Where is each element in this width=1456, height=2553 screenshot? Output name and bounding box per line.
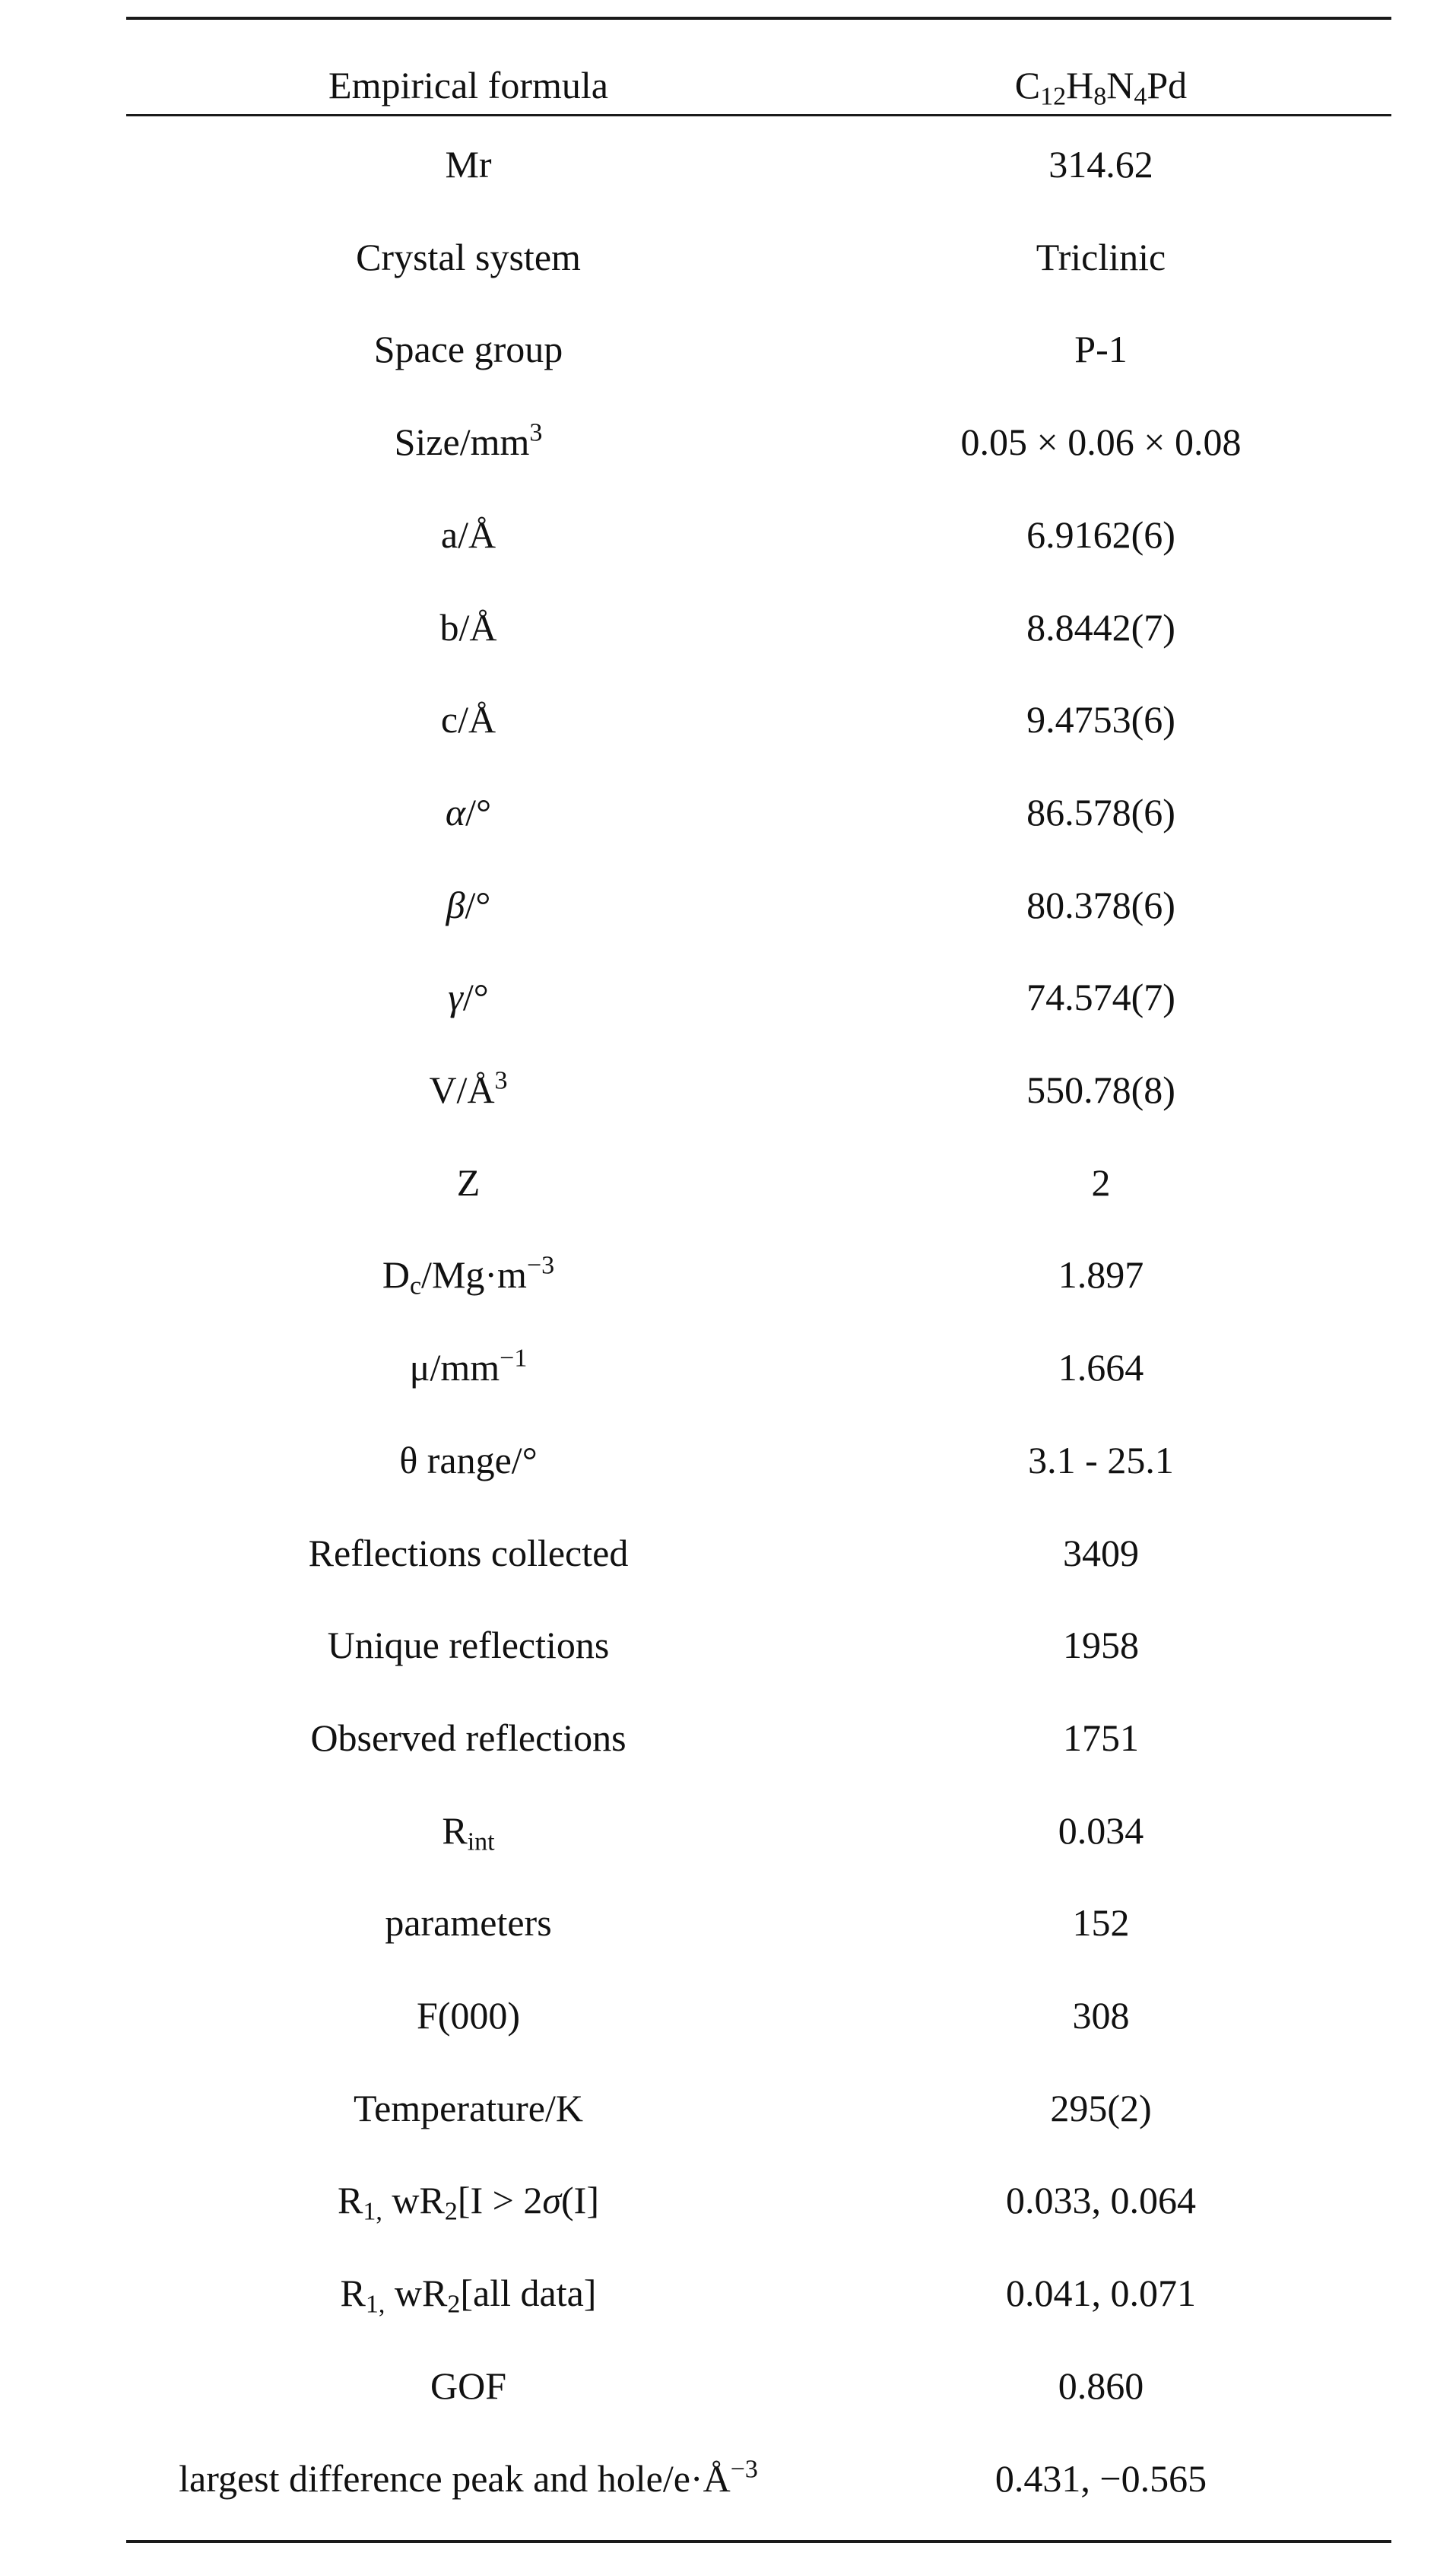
row-value: 314.62 [1048, 143, 1153, 186]
top-rule [126, 17, 1391, 20]
row-value: 9.4753(6) [1026, 698, 1175, 741]
table-row [126, 1783, 1391, 1878]
header-label: Empirical formula [328, 64, 608, 106]
row-label: Observed reflections [310, 1716, 626, 1759]
header-rule [126, 114, 1391, 116]
table-row [126, 2339, 1391, 2433]
row-label: γ/° [448, 976, 489, 1019]
table-row [126, 950, 1391, 1044]
row-label: Size/$mm^3$ [394, 418, 543, 464]
header-value: $C_{12}H_8N_4Pd$ [1014, 64, 1188, 111]
row-label: β/° [446, 883, 491, 926]
row-label: GOF [430, 2364, 507, 2407]
row-value: 86.578(6) [1026, 790, 1175, 834]
row-label: Z [456, 1161, 481, 1204]
bottom-rule [126, 2540, 1391, 2543]
row-label: $R_{1,}$ $wR_2[I > 2\sigma(I]$ [338, 2179, 599, 2226]
row-label: Space group [373, 328, 563, 371]
table-row [126, 1413, 1391, 1507]
row-label: $V/Å^3$ [429, 1066, 508, 1111]
row-label: c/Å [440, 698, 496, 741]
row-value: 550.78(8) [1026, 1069, 1175, 1111]
table-row [126, 1691, 1391, 1785]
row-value: P-1 [1074, 328, 1128, 371]
row-value: 3.1 - 25.1 [1028, 1438, 1174, 1481]
row-value: 6.9162(6) [1026, 513, 1175, 556]
row-label: parameters [385, 1901, 552, 1945]
row-value: 0.431, −0.565 [994, 2456, 1207, 2500]
table-row [126, 1135, 1391, 1230]
table-row [126, 1875, 1391, 1970]
row-value: 0.033, 0.064 [1006, 2179, 1196, 2222]
row-label: $D_c/Mg\cdot m^{-3}$ [382, 1251, 555, 1300]
row-label: Reflections collected [308, 1531, 629, 1574]
row-label: Crystal system [356, 235, 581, 278]
table-row [126, 395, 1391, 489]
row-label: largest difference peak and hole/$e\cdot Å^{-3}$ [179, 2454, 758, 2500]
table-row [126, 1506, 1391, 1600]
table-row [126, 580, 1391, 675]
table-row [126, 2246, 1391, 2340]
table-row [126, 1320, 1391, 1415]
row-value: 295(2) [1050, 2086, 1152, 2129]
table-row [126, 302, 1391, 396]
table-row [126, 1227, 1391, 1322]
table-row [126, 487, 1391, 582]
row-label: $R_{1,}$ $wR_2[all$ data] [340, 2272, 597, 2319]
row-label: α/° [445, 790, 492, 834]
table-row [126, 858, 1391, 952]
row-value: 1.897 [1058, 1253, 1144, 1297]
row-value: 152 [1072, 1901, 1130, 1945]
row-value: 1751 [1063, 1716, 1139, 1759]
row-value: 74.574(7) [1026, 976, 1175, 1019]
table-row [126, 1043, 1391, 1137]
row-label: θ range/° [399, 1438, 538, 1481]
row-value: 2 [1091, 1161, 1111, 1204]
table-row [126, 2153, 1391, 2247]
row-value: 80.378(6) [1026, 883, 1175, 926]
row-value: 3409 [1063, 1531, 1139, 1574]
row-value: 1.664 [1058, 1346, 1144, 1389]
row-value: 0.041, 0.071 [1006, 2272, 1196, 2315]
row-value: Triclinic [1036, 235, 1166, 278]
table-row [126, 2061, 1391, 2155]
row-label: $\mu/mm^{-1}$ [409, 1344, 528, 1389]
table-row [126, 1968, 1391, 2062]
row-label: a/Å [440, 513, 496, 556]
row-value: 308 [1072, 1994, 1130, 2037]
table-row [126, 672, 1391, 767]
row-value: 0.034 [1058, 1808, 1144, 1852]
row-label: Unique reflections [327, 1624, 610, 1667]
table-row [126, 117, 1391, 211]
row-label: F(000) [416, 1994, 521, 2037]
row-label: b/Å [439, 605, 497, 649]
row-value: 8.8442(7) [1026, 605, 1175, 649]
table-row [126, 765, 1391, 859]
row-label: Temperature/K [354, 2086, 583, 2129]
row-value: 0.860 [1058, 2364, 1144, 2407]
row-value: 1958 [1063, 1624, 1139, 1667]
table-row [126, 2431, 1391, 2526]
row-label: $R_{int}$ [442, 1808, 495, 1856]
table-row [126, 210, 1391, 304]
row-label: Mr [445, 143, 492, 186]
table-row [126, 1598, 1391, 1692]
row-value: 0.05 × 0.06 × 0.08 [960, 421, 1242, 464]
